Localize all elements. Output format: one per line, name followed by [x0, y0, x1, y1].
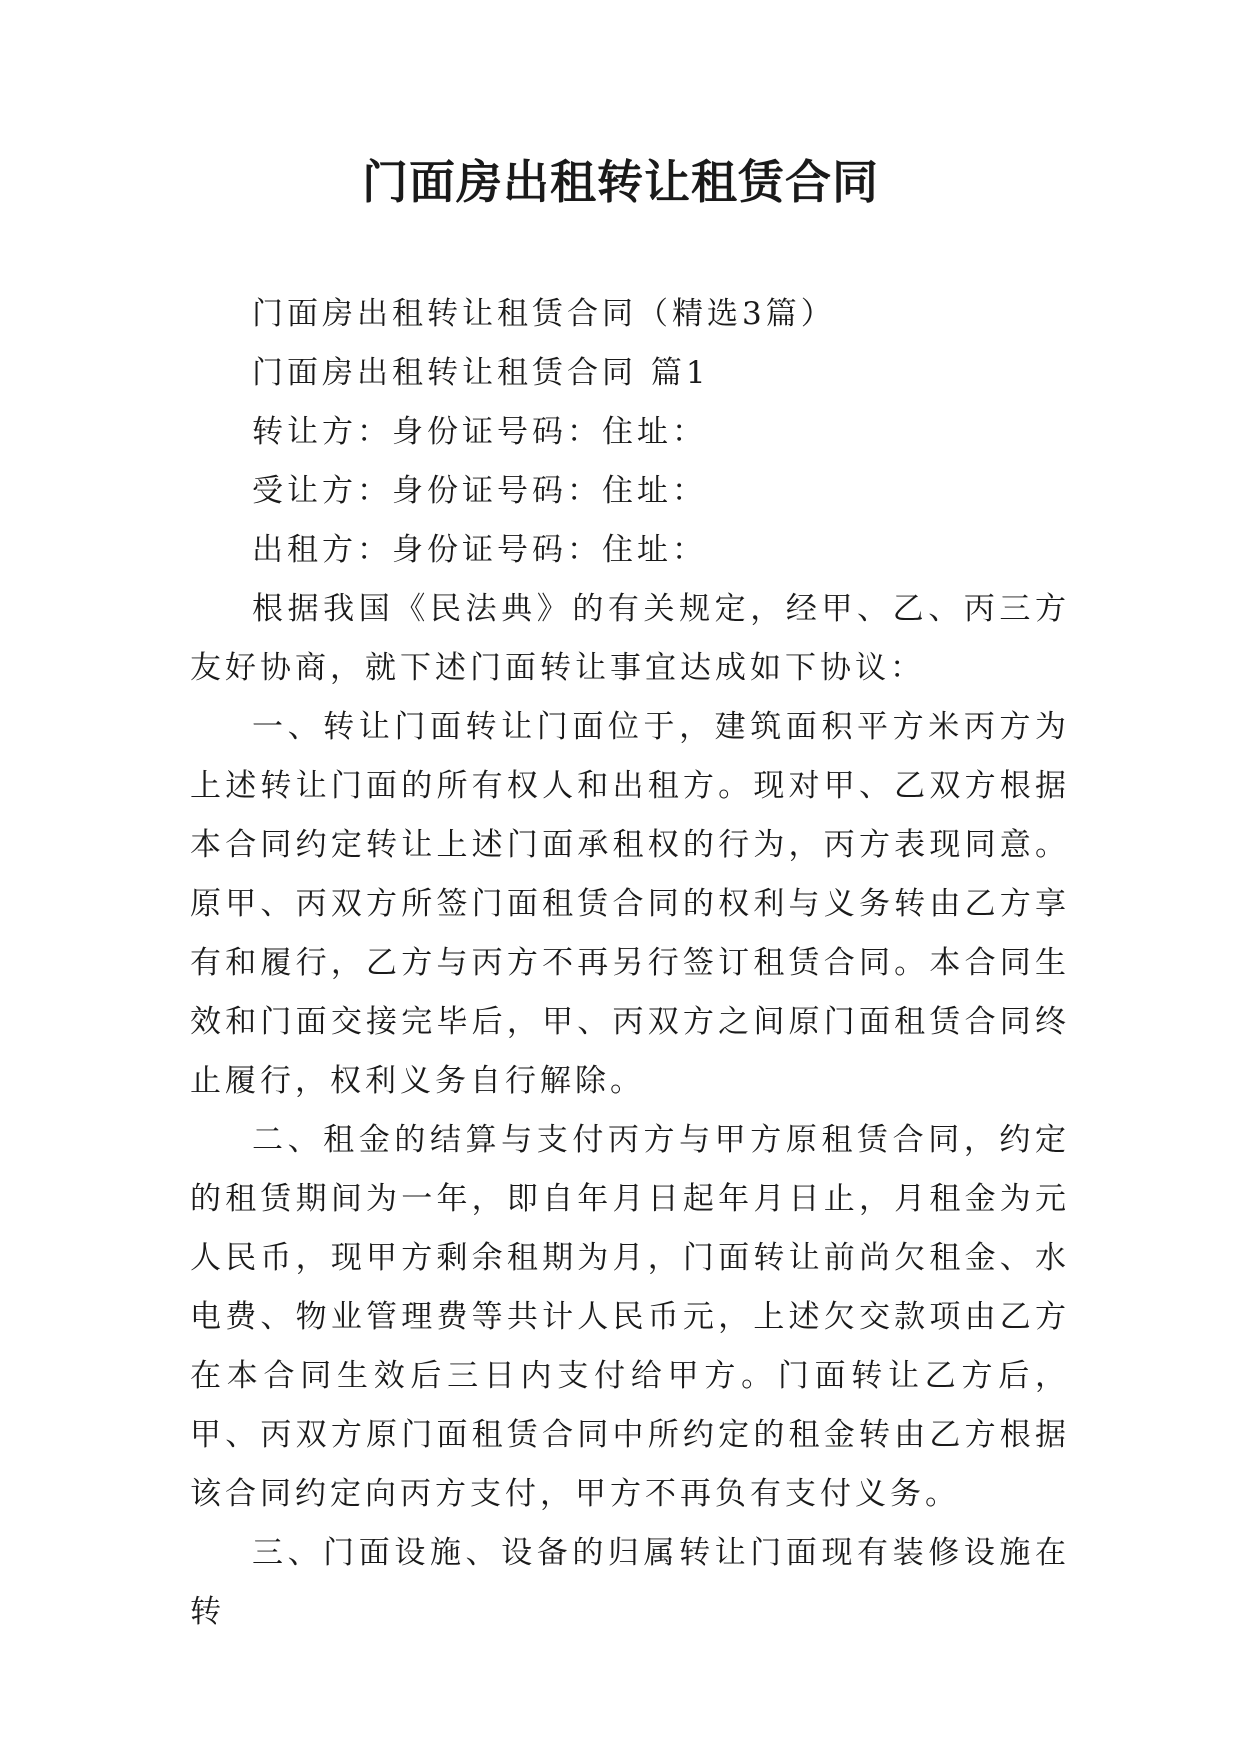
transferee-line: 受让方：身份证号码：住址： [252, 473, 707, 509]
section-heading: 门面房出租转让租赁合同 篇1 [252, 355, 710, 391]
clause-3-paragraph: 三、门面设施、设备的归属转让门面现有装修设施在转 [190, 1535, 1070, 1630]
document-title: 门面房出租转让租赁合同 [362, 155, 879, 209]
lessor-line: 出租方：身份证号码：住址： [252, 532, 707, 568]
clause-2-paragraph: 二、租金的结算与支付丙方与甲方原租赁合同，约定的租赁期间为一年，即自年月日起年月日止，月租金为元人民币，现甲方剩余租期为月，门面转让前尚欠租金、水电费、物业管理费等共计人民币元，上述欠交款项由乙方在本合同生效后三日内支付给甲方。门面转让乙方后，甲、丙双方原门面租赁合同中所约定的租金转由乙方根据该合同约定向丙方支付，甲方不再负有支付义务。 [190, 1122, 1070, 1512]
document-body [190, 285, 1070, 1642]
clause-1-paragraph: 一、转让门面转让门面位于，建筑面积平方米丙方为上述转让门面的所有权人和出租方。现对甲、乙双方根据本合同约定转让上述门面承租权的行为，丙方表现同意。原甲、丙双方所签门面租赁合同的权利与义务转由乙方享有和履行，乙方与丙方不再另行签订租赁合同。本合同生效和门面交接完毕后，甲、丙双方之间原门面租赁合同终止履行，权利义务自行解除。 [190, 709, 1070, 1099]
subtitle-paragraph: 门面房出租转让租赁合同（精选3篇） [252, 296, 836, 332]
transferor-line: 转让方：身份证号码：住址： [252, 414, 707, 450]
preamble-paragraph: 根据我国《民法典》的有关规定，经甲、乙、丙三方友好协商，就下述门面转让事宜达成如下协议： [190, 591, 1070, 686]
